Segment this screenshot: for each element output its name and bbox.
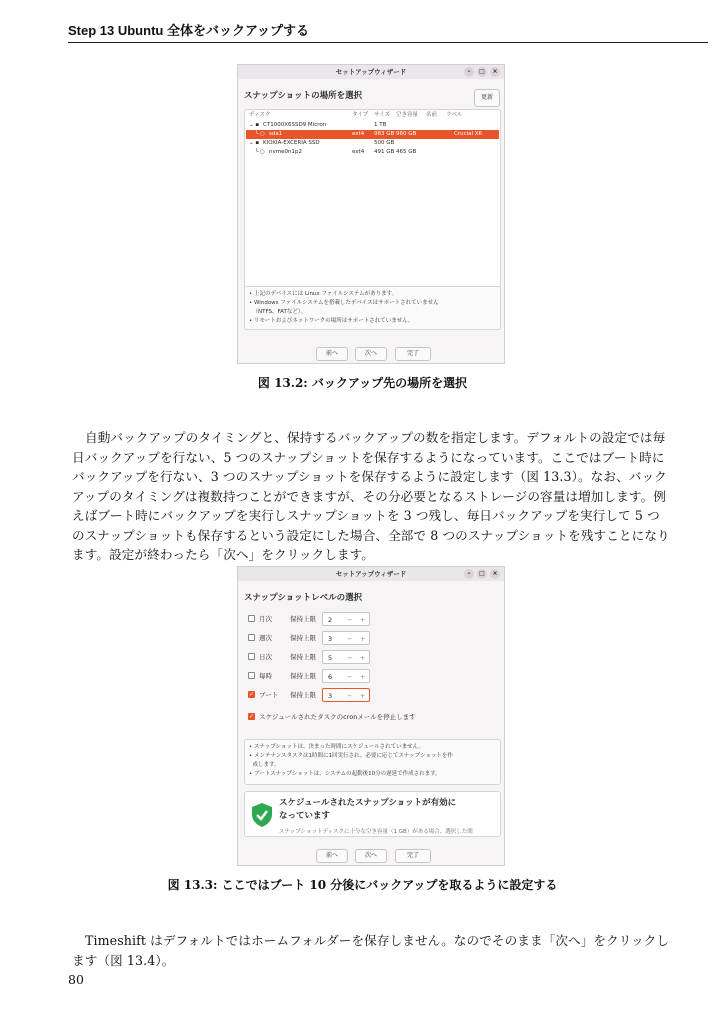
col-label: ラベル bbox=[446, 112, 463, 118]
level-checkbox[interactable] bbox=[248, 653, 255, 660]
note-line: • Windows ファイルシステムを搭載したデバイスはサポートされていません bbox=[249, 300, 439, 306]
levels-wizard-window bbox=[237, 566, 505, 866]
minus-icon[interactable]: − bbox=[347, 654, 353, 662]
name-cell: Crucial X6 bbox=[454, 131, 483, 137]
level-row[interactable] bbox=[248, 631, 388, 645]
keep-limit-stepper[interactable] bbox=[322, 612, 370, 626]
status-box bbox=[244, 791, 501, 837]
level-checkbox[interactable] bbox=[248, 634, 255, 641]
stepper-value[interactable]: 6 bbox=[328, 673, 333, 681]
size-cell: 500 GB bbox=[374, 140, 395, 146]
level-row[interactable] bbox=[248, 669, 388, 683]
minimize-icon[interactable]: – bbox=[464, 67, 474, 77]
level-row[interactable] bbox=[248, 688, 388, 702]
level-label: 週次 bbox=[259, 634, 272, 642]
minus-icon[interactable]: − bbox=[347, 692, 353, 700]
keep-limit-stepper[interactable] bbox=[322, 688, 370, 702]
note-line: （NTFS、FATなど）。 bbox=[249, 309, 307, 315]
done-button[interactable]: 完了 bbox=[395, 849, 431, 863]
free-cell: 465 GB bbox=[396, 149, 417, 155]
maximize-icon[interactable]: □ bbox=[477, 67, 487, 77]
prev-button[interactable]: 前へ bbox=[316, 849, 348, 863]
cron-checkbox[interactable]: ✓ bbox=[249, 713, 255, 720]
page-number: 80 bbox=[68, 972, 84, 987]
level-checkbox[interactable]: ✓ bbox=[249, 691, 255, 698]
col-disk: ディスク bbox=[249, 112, 271, 118]
keep-limit-label: 保持上限 bbox=[290, 615, 316, 623]
minus-icon[interactable]: − bbox=[347, 616, 353, 624]
disk-cell: KIOXIA-EXCERIA SSD bbox=[263, 140, 320, 146]
keep-limit-label: 保持上限 bbox=[290, 672, 316, 680]
prev-button[interactable]: 前へ bbox=[316, 347, 348, 361]
info-panel bbox=[244, 739, 501, 785]
shield-check-icon bbox=[251, 802, 273, 828]
col-type: タイプ bbox=[352, 112, 369, 118]
type-cell: ext4 bbox=[352, 149, 365, 155]
level-checkbox[interactable] bbox=[248, 672, 255, 679]
page-heading: スナップショットの場所を選択 bbox=[244, 91, 363, 101]
disk-cell: CT1000X6SSD9 Micron bbox=[263, 122, 327, 128]
cron-label: スケジュールされたタスクのcronメールを停止します bbox=[259, 713, 416, 721]
close-icon[interactable]: × bbox=[490, 569, 500, 579]
minus-icon[interactable]: − bbox=[347, 673, 353, 681]
figure-caption: 図 13.3: ここではブート 10 分後にバックアップを取るように設定する bbox=[167, 878, 558, 892]
page-heading: スナップショットレベルの選択 bbox=[244, 593, 363, 603]
note-line: • ブートスナップショットは、システムの起動後10分の遅延で作成されます。 bbox=[249, 771, 441, 777]
col-name: 名前 bbox=[426, 112, 438, 118]
drive-icon: ⌄ ▪ bbox=[249, 122, 260, 128]
figure-caption: 図 13.2: バックアップ先の場所を選択 bbox=[257, 376, 468, 390]
col-size: サイズ bbox=[374, 112, 391, 118]
plus-icon[interactable]: + bbox=[360, 692, 366, 700]
body-paragraph: Timeshift はデフォルトではホームフォルダーを保存しません。なのでそのまま「次へ」をクリックします（図 13.4）。 bbox=[72, 933, 670, 968]
window-title: セットアップウィザード bbox=[335, 570, 407, 578]
note-line: • リモートおよびネットワークの場所はサポートされていません。 bbox=[249, 318, 414, 324]
plus-icon[interactable]: + bbox=[360, 635, 366, 643]
free-cell: 960 GB bbox=[396, 131, 417, 137]
size-cell: 491 GB bbox=[374, 149, 395, 155]
location-wizard-window bbox=[237, 64, 505, 364]
keep-limit-label: 保持上限 bbox=[290, 691, 316, 699]
level-label: 毎時 bbox=[259, 672, 272, 680]
minus-icon[interactable]: − bbox=[347, 635, 353, 643]
partition-icon: └ ○ bbox=[255, 131, 265, 137]
keep-limit-stepper[interactable] bbox=[322, 631, 370, 645]
drive-icon: ⌄ ▪ bbox=[249, 140, 260, 146]
stepper-value[interactable]: 3 bbox=[328, 635, 333, 643]
level-label: 日次 bbox=[259, 653, 272, 661]
level-label: 月次 bbox=[259, 615, 272, 623]
table-header bbox=[246, 111, 499, 120]
window-title: セットアップウィザード bbox=[335, 68, 407, 76]
info-panel bbox=[244, 286, 501, 330]
plus-icon[interactable]: + bbox=[360, 673, 366, 681]
size-cell: 1 TB bbox=[374, 122, 387, 128]
minimize-icon[interactable]: – bbox=[464, 569, 474, 579]
note-line: • メンテナンスタスクは1時間に1回実行され、必要に応じてスナップショットを作 bbox=[249, 753, 453, 759]
level-row[interactable] bbox=[248, 650, 388, 664]
table-row[interactable] bbox=[246, 121, 499, 130]
stepper-value[interactable]: 5 bbox=[328, 654, 333, 662]
close-icon[interactable]: × bbox=[490, 67, 500, 77]
title-bar bbox=[238, 567, 504, 581]
keep-limit-stepper[interactable] bbox=[322, 650, 370, 664]
type-cell: ext4 bbox=[352, 131, 365, 137]
keep-limit-label: 保持上限 bbox=[290, 634, 316, 642]
note-line: • 上記のデバイスには Linux ファイルシステムがあります。 bbox=[249, 291, 398, 297]
done-button[interactable]: 完了 bbox=[395, 347, 431, 361]
keep-limit-stepper[interactable] bbox=[322, 669, 370, 683]
table-row[interactable] bbox=[246, 139, 499, 148]
disk-cell: nvme0n1p2 bbox=[269, 149, 302, 155]
cron-option[interactable] bbox=[248, 710, 488, 724]
maximize-icon[interactable]: □ bbox=[477, 569, 487, 579]
level-checkbox[interactable] bbox=[248, 615, 255, 622]
col-free: 空き容量 bbox=[396, 112, 419, 118]
plus-icon[interactable]: + bbox=[360, 654, 366, 662]
level-row[interactable] bbox=[248, 612, 388, 626]
size-cell: 983 GB bbox=[374, 131, 395, 137]
note-line: • スナップショットは、決まった時間にスケジュールされていません。 bbox=[249, 744, 424, 750]
next-button[interactable]: 次へ bbox=[355, 347, 387, 361]
body-paragraph: 自動バックアップのタイミングと、保持するバックアップの数を指定します。デフォルトの設定では毎日バックアップを行ない、5 つのスナップショットを保存するようになっています。ここではブート時にバックアップを行ない、3 つのスナップショットを保存するように設定します（図 13.3）。なお、バックアップのタイミングは複数持つことができますが、その分必要となるストレージの容量は増加します。例えばブート時にバックアップを実行しスナップショットを 3 つ残し、毎日バックアップを実行して 5 つのスナップショットも保存するという設定にした場合、全部で 8 つのスナップショットを残すことになります。設定が終わったら「次へ」をクリックします。 bbox=[72, 430, 670, 562]
next-button[interactable]: 次へ bbox=[355, 849, 387, 863]
table-row[interactable] bbox=[246, 148, 499, 157]
partition-icon: └ ○ bbox=[255, 149, 265, 155]
keep-limit-label: 保持上限 bbox=[290, 653, 316, 661]
status-subtext: スナップショットディスクに十分な空き容量（1 GB）がある場合、選択した間 bbox=[279, 829, 473, 835]
table-row[interactable] bbox=[246, 130, 499, 139]
level-label: ブート bbox=[259, 691, 279, 699]
title-bar bbox=[238, 65, 504, 79]
stepper-value[interactable]: 2 bbox=[328, 616, 333, 624]
status-title: スケジュールされたスナップショットが有効になっています bbox=[279, 798, 457, 821]
stepper-value[interactable]: 3 bbox=[328, 692, 333, 700]
header-rule bbox=[68, 42, 708, 43]
note-line: 成します。 bbox=[249, 762, 280, 768]
refresh-button[interactable]: 更新 bbox=[474, 89, 500, 107]
running-header: Step 13 Ubuntu 全体をバックアップする bbox=[68, 23, 310, 38]
plus-icon[interactable]: + bbox=[360, 616, 366, 624]
disk-cell: sda1 bbox=[269, 131, 283, 137]
